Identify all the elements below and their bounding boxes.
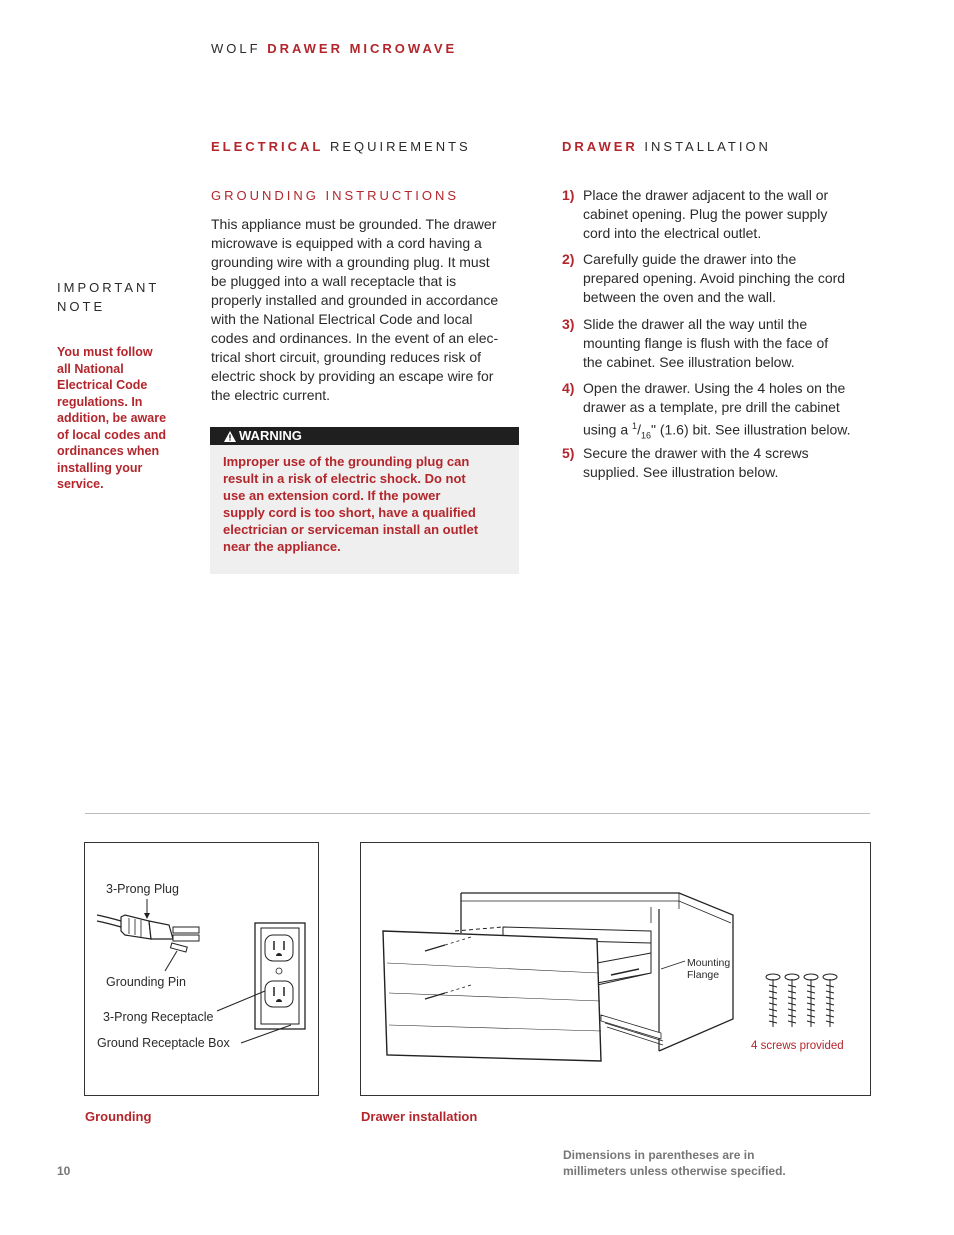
important-note-text (57, 344, 197, 493)
note-line: of local codes and (57, 427, 167, 442)
step-5 (562, 444, 892, 482)
electrical-heading-rest: REQUIREMENTS (329, 139, 471, 154)
drawer-figure (360, 842, 871, 1096)
section-divider (85, 813, 870, 814)
step-line: Carefully guide the drawer into the (583, 251, 797, 267)
step-4 (562, 379, 892, 445)
step-number: 5) (562, 445, 575, 461)
warning-line: supply cord is too short, have a qualified (223, 505, 476, 520)
warning-line: result in a risk of electric shock. Do not (223, 471, 466, 486)
grounding-illustration (85, 843, 318, 1095)
step-text (583, 315, 892, 372)
body-line: with the National Electrical Code and local (211, 311, 473, 327)
note-title-line: IMPORTANT (57, 280, 160, 295)
step-text (583, 186, 892, 243)
step-line: mounting flange is flush with the face of (583, 335, 829, 351)
grounding-caption: Grounding (85, 1109, 152, 1124)
flange-label-line: Mounting (687, 957, 731, 969)
step-number: 2) (562, 251, 575, 267)
warning-triangle-icon (224, 429, 236, 447)
note-line: service. (57, 477, 104, 491)
header-brand: WOLF (211, 41, 261, 56)
header-product: DRAWER MICROWAVE (267, 41, 458, 56)
step-line: Open the drawer. Using the 4 holes on the (583, 380, 846, 396)
warning-line: near the appliance. (223, 539, 341, 554)
receptacle-label: 3-Prong Receptacle (103, 1010, 214, 1024)
step-text (583, 444, 892, 482)
note-title-line: NOTE (57, 299, 106, 314)
body-line: codes and ordinances. In the event of an elec- (211, 330, 499, 346)
step-number: 1) (562, 187, 575, 203)
step-line: supplied. See illustration below. (583, 464, 779, 480)
body-line: properly installed and grounded in accordance (211, 292, 499, 308)
screw-icon (766, 974, 837, 1027)
warning-line: electrician or serviceman install an outlet (223, 522, 479, 537)
footer-note (563, 1147, 786, 1179)
step-number: 3) (562, 316, 575, 332)
drawer-illustration (361, 843, 870, 1095)
step-3 (562, 315, 892, 372)
warning-line: use an extension cord. If the power (223, 488, 441, 503)
note-line: You must follow (57, 345, 153, 359)
step-fragment: using a (583, 421, 633, 438)
note-line: regulations. In (57, 394, 143, 409)
body-line: grounding wire with a grounding plug. It must (211, 254, 490, 270)
electrical-body (211, 215, 531, 405)
step-line: using a $^1/_{16}$" (1.6) bit. See illustration below. (583, 421, 851, 441)
screws-label: 4 screws provided (751, 1040, 844, 1052)
fraction-denominator: 16 (640, 430, 651, 441)
grounding-figure (84, 842, 319, 1096)
footer-note-line: Dimensions in parentheses are in (563, 1148, 755, 1162)
flange-label (687, 957, 730, 981)
box-label: Ground Receptacle Box (97, 1036, 230, 1050)
grounding-subheading: GROUNDING INSTRUCTIONS (211, 188, 459, 203)
body-line: be plugged into a wall receptacle that is (211, 273, 457, 289)
step-number: 4) (562, 380, 575, 396)
step-line: the cabinet. See illustration below. (583, 354, 795, 370)
note-line: addition, be aware (57, 411, 167, 425)
body-line: the electric current. (211, 387, 331, 403)
step-text (583, 379, 892, 445)
body-line: electric shock by providing an escape wire for (211, 368, 494, 384)
warning-line: Improper use of the grounding plug can (223, 454, 470, 469)
page-number: 10 (57, 1164, 71, 1178)
drawer-heading-accent: DRAWER (562, 139, 638, 154)
drawer-heading (562, 139, 771, 154)
note-line: Electrical Code (57, 378, 148, 392)
running-header (211, 41, 457, 56)
body-line: This appliance must be grounded. The drawer (211, 216, 497, 232)
step-2 (562, 250, 892, 307)
step-line: Secure the drawer with the 4 screws (583, 445, 809, 461)
pin-label: Grounding Pin (106, 975, 186, 989)
step-line: prepared opening. Avoid pinching the cord (583, 270, 846, 286)
note-line: ordinances when (57, 444, 160, 458)
fraction-numerator: 1 (632, 421, 638, 431)
warning-label: WARNING (239, 428, 302, 443)
step-line: between the oven and the wall. (583, 289, 777, 305)
body-line: microwave is equipped with a cord having a (211, 235, 482, 251)
step-line: drawer as a template, pre drill the cabinet (583, 399, 840, 415)
warning-box (210, 427, 519, 574)
step-line: Slide the drawer all the way until the (583, 316, 808, 332)
step-text (583, 250, 892, 307)
electrical-heading (211, 139, 471, 154)
step-1 (562, 186, 892, 243)
step-line: Place the drawer adjacent to the wall or (583, 187, 829, 203)
important-note-title (57, 278, 159, 316)
plug-label: 3-Prong Plug (106, 882, 179, 896)
step-line: cabinet opening. Plug the power supply (583, 206, 828, 222)
drawer-heading-rest: INSTALLATION (644, 139, 771, 154)
drawer-caption: Drawer installation (361, 1109, 478, 1124)
step-line: cord into the electrical outlet. (583, 225, 762, 241)
flange-label-line: Flange (687, 969, 720, 981)
body-line: trical short circuit, grounding reduces risk of (211, 349, 481, 365)
step-fragment: " (1.6) bit. See illustration below. (650, 421, 851, 438)
electrical-heading-accent: ELECTRICAL (211, 139, 324, 154)
footer-note-line: millimeters unless otherwise specified. (563, 1164, 786, 1178)
note-line: all National (57, 361, 124, 376)
warning-text (210, 445, 519, 555)
warning-bar (210, 427, 519, 445)
note-line: installing your (57, 460, 143, 475)
